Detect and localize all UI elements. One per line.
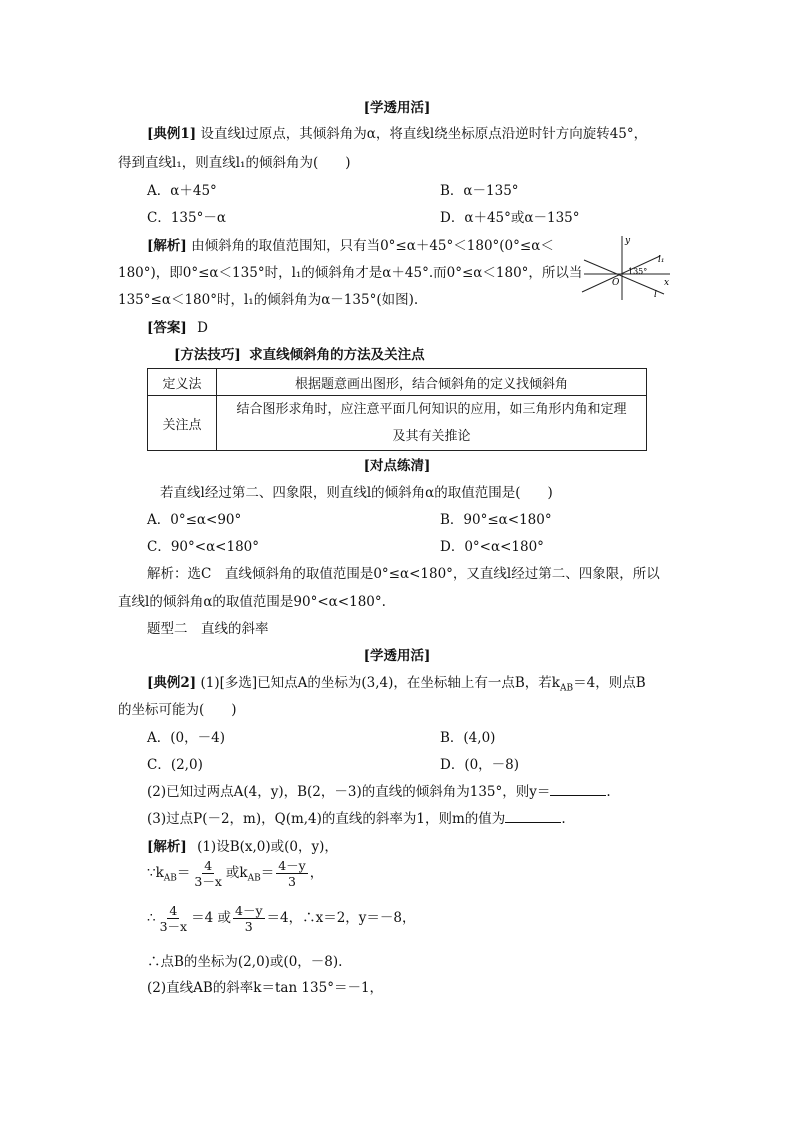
answer-value: D [197, 320, 208, 336]
example1-analysis-line1 [147, 234, 554, 254]
practice-option-d: D．0°<α<180° [440, 539, 544, 555]
tips-value-2 [217, 396, 647, 451]
example1-stem1: 设直线l过原点，其倾斜角为α，将直线l绕坐标原点沿逆时针方向旋转45°， [200, 126, 648, 142]
q3-text: (3)过点P(－2，m)，Q(m,4)的直线的斜率为1，则m的值为 [147, 811, 506, 827]
fraction-4-den: 3 [244, 919, 253, 934]
example1-option-d: D．α＋45°或α－135° [440, 210, 580, 226]
example1-option-b: B．α－135° [440, 183, 519, 199]
practice-option-b: B．90°≤α<180° [440, 512, 552, 528]
analysis-text1: 由倾斜角的取值范围知，只有当0°≤α＋45°＜180°(0°≤α＜ [191, 238, 554, 254]
example2-analysis-line3 [147, 903, 416, 934]
example1-option-c: C．135°－α [147, 210, 226, 226]
l2-sub-2: AB [247, 873, 261, 884]
section-heading: [学透用活] [363, 100, 431, 116]
line-l [584, 260, 664, 294]
l2-pre: ∵k [147, 865, 164, 881]
fraction-3 [158, 903, 190, 934]
example1-stem-line1 [147, 122, 647, 142]
l3-end: ＝4，∴x＝2，y＝－8， [266, 910, 416, 926]
example2-analysis-line5: (2)直线AB的斜率k＝tan 135°＝－1， [147, 980, 384, 996]
practice-option-c: C．90°<α<180° [147, 539, 260, 555]
l3-pre: ∴ [147, 910, 156, 926]
l1-label: l₁ [658, 255, 665, 265]
section-heading-2: [学透用活] [363, 648, 431, 664]
fraction-2 [276, 858, 308, 889]
example2-option-c: C．(2,0) [147, 757, 203, 773]
example2-analysis-line4: ∴点B的坐标为(2,0)或(0，－8). [147, 954, 343, 970]
example2-tag: [典例2] [147, 675, 197, 691]
example2-option-b: B．(4,0) [440, 730, 496, 746]
question-type-title: 题型二 直线的斜率 [147, 621, 269, 637]
l2-or: 或k [225, 865, 248, 881]
tips-row-definition [148, 369, 647, 396]
example1-analysis-line3: 135°≤α＜180°时，l₁的倾斜角为α－135°(如图). [118, 292, 419, 308]
example1-answer [147, 316, 208, 336]
tips-key-2: 关注点 [148, 396, 217, 451]
example2-analysis-line2 [147, 858, 323, 889]
angle-figure [578, 232, 674, 302]
fraction-2-den: 3 [288, 874, 296, 889]
l2-comma: ， [309, 865, 324, 881]
example1-analysis-line2: 180°)，即0°≤α＜135°时，l₁的倾斜角才是α＋45°.而0°≤α＜180°，所以当 [118, 265, 583, 281]
q3-end: . [561, 811, 566, 827]
example2-analysis-text1: (1)设B(x,0)或(0，y)， [197, 839, 338, 855]
example2-analysis-tag: [解析] [147, 839, 187, 855]
tips-tag: [方法技巧] [174, 347, 241, 363]
example2-stem1b: ＝4，则点B [573, 675, 646, 691]
fraction-2-num: 4－y [278, 858, 306, 873]
origin-label: O [612, 278, 620, 288]
fraction-4-num: 4－y [235, 903, 263, 918]
tips-heading: 求直线倾斜角的方法及关注点 [249, 347, 425, 363]
analysis-tag: [解析] [147, 238, 187, 254]
y-label: y [625, 236, 631, 246]
example2-stem-line2: 的坐标可能为( ) [118, 702, 237, 718]
answer-tag: [答案] [147, 320, 187, 336]
l2-eq: ＝ [176, 865, 191, 881]
fraction-3-den: 3－x [159, 919, 188, 934]
example2-option-a: A．(0，－4) [147, 730, 225, 746]
tips-row-focus [148, 396, 647, 451]
angle-label: 135° [628, 267, 648, 276]
l2-eq-2: ＝ [260, 865, 275, 881]
example2-stem-line1 [147, 671, 646, 694]
example2-analysis-line1 [147, 835, 338, 855]
fraction-1-den: 3－x [194, 874, 222, 889]
fraction-1 [192, 858, 224, 889]
tips-table [147, 368, 647, 451]
practice-heading: [对点练清] [363, 458, 431, 474]
fraction-1-num: 4 [204, 858, 213, 873]
tips-value-2-line2: 及其有关推论 [392, 429, 471, 444]
practice-stem: 若直线l经过第二、四象限，则直线l的倾斜角α的取值范围是( ) [160, 485, 553, 501]
x-label: x [664, 278, 670, 288]
example2-q2 [147, 780, 611, 800]
q2-text: (2)已知过两点A(4，y)，B(2，－3)的直线的倾斜角为135°，则y＝ [147, 784, 551, 800]
tips-value-1: 根据题意画出图形，结合倾斜角的定义找倾斜角 [217, 369, 647, 396]
tips-value-2-line1: 结合图形求角时，应注意平面几何知识的应用，如三角形内角和定理 [236, 402, 627, 417]
example2-stem1: (1)[多选]已知点A的坐标为(3,4)，在坐标轴上有一点B，若k [200, 675, 560, 691]
l3-mid: ＝4 或 [191, 910, 231, 926]
practice-analysis-line2: 直线l的倾斜角α的取值范围是90°<α<180°. [118, 594, 386, 610]
tips-key-1: 定义法 [148, 369, 217, 396]
practice-option-a: A．0°≤α<90° [147, 512, 242, 528]
fraction-4 [233, 903, 265, 934]
tips-title [174, 343, 425, 363]
example2-sub: AB [559, 683, 574, 694]
example2-q3 [147, 807, 566, 827]
example1-option-a: A．α＋45° [147, 183, 217, 199]
example2-option-d: D．(0，－8) [440, 757, 520, 773]
q3-blank [505, 810, 561, 823]
l-label: l [654, 290, 657, 300]
example1-stem-line2: 得到直线l₁，则直线l₁的倾斜角为( ) [118, 155, 351, 171]
l2-sub: AB [163, 873, 177, 884]
example1-tag: [典例1] [147, 126, 197, 142]
practice-analysis-line1: 解析：选C 直线倾斜角的取值范围是0°≤α<180°，又直线l经过第二、四象限，所以 [147, 566, 660, 582]
fraction-3-num: 4 [169, 903, 178, 918]
q2-end: . [606, 784, 611, 800]
q2-blank [550, 783, 606, 796]
